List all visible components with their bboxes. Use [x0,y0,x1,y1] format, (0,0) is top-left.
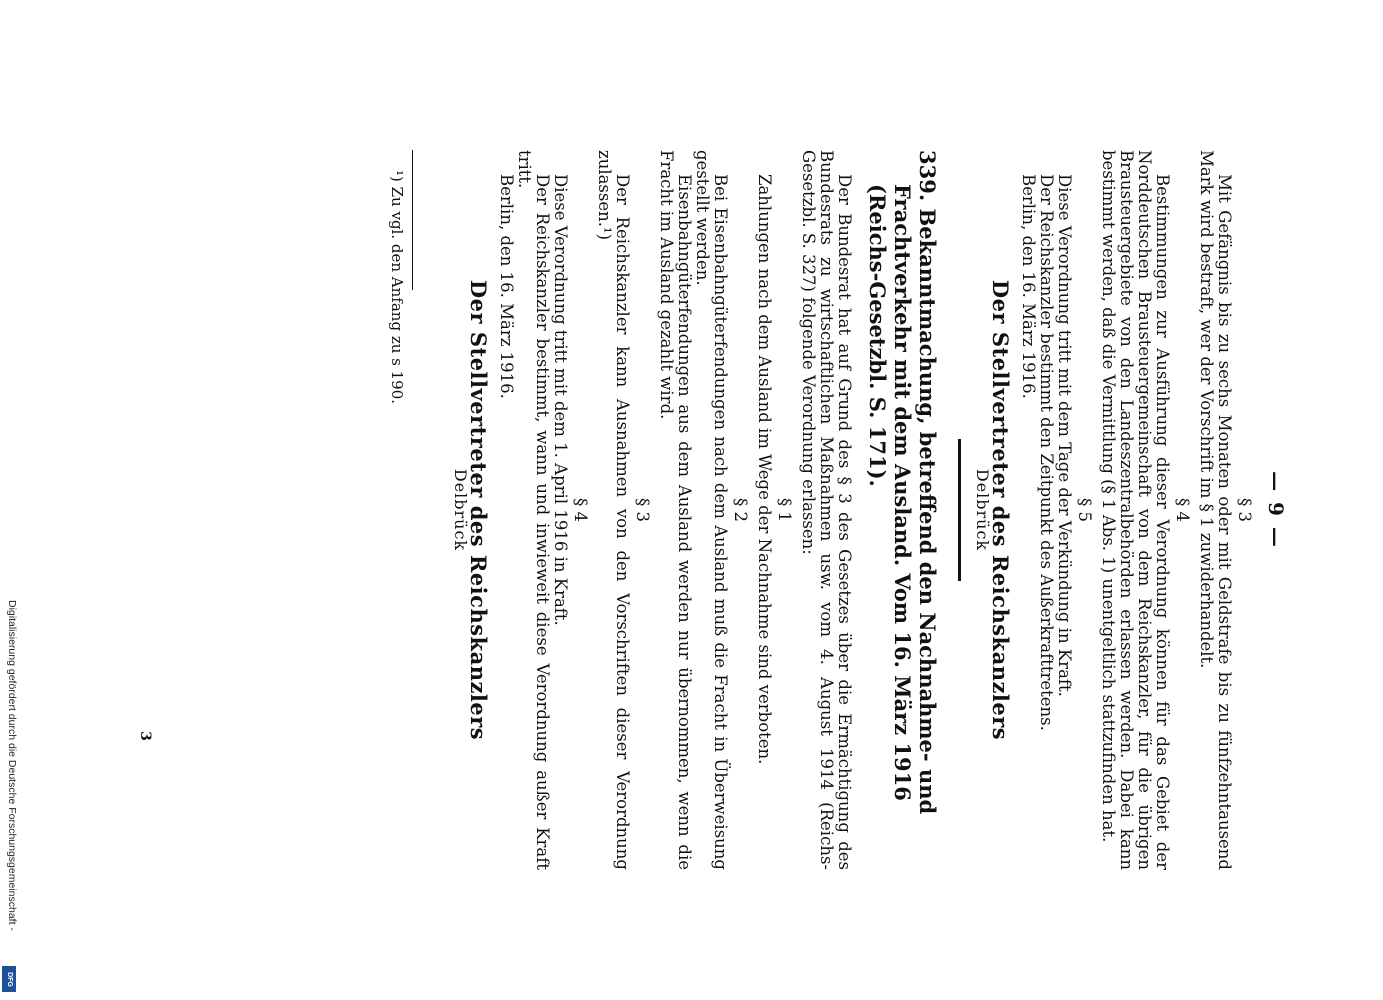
art-4-line-2: Der Reichskanzler bestimmt, wann und inwieweit diese Verordnung außer Kraft tritt. [515,150,552,870]
announcement-heading: 339. Bekanntmachung, betreffend den Nachnahme- und Frachtverkehr mit dem Ausland. Vom 16. März 1916 (Reichs-Gesetzbl. S. 171). [865,150,940,815]
art-2-text-2: Eisenbahngüterfendungen aus dem Ausland werden nur übernommen, wenn die Fracht im Ausland gezahlt wird. [657,150,694,870]
section-5-line-2: Der Reichskanzler bestimmt den Zeitpunkt des Außerkrafttretens. [1037,174,1056,731]
announcement-intro: Der Bundesrat hat auf Grund des § 3 des Gesetzes über die Ermächtigung des Bundesrats zu wirtschaftlichen Maßnahmen usw. vom 4. August 1914 (Reichs-Gesetzbl. S. 327) folgende Verordnung erlassen: [799,150,854,870]
sheet-number: 3 [136,731,153,741]
dfg-logo-label: DFG [5,971,13,987]
art-2-text-1: Bei Eisenbahngüterfendungen nach dem Ausland muß die Fracht in Überweisung gestellt werden. [693,150,730,870]
date-line-2: Berlin, den 16. März 1916. [497,174,516,399]
art-1-text: Zahlungen nach dem Ausland im Wege der Nachnahme sind verboten. [755,174,774,765]
separator-rule [958,439,961,581]
digitization-credit [0,600,20,1000]
art-3-text: Der Reichskanzler kann Ausnahmen von den Vorschriften dieser Verordnung zulassen.¹) [595,150,632,870]
signature-title-1: Der Stellvertreter des Reichskanzlers [988,279,1013,741]
art-1-title: § 1 [775,498,794,522]
section-5-line-1: Diese Verordnung tritt mit dem Tage der Verkündung in Kraft. [1055,174,1074,697]
date-line-1: Berlin, den 16. März 1916. [1019,174,1038,399]
signature-name-2: Delbrück [451,468,470,552]
signature-name-1: Delbrück [973,468,992,552]
page-number: — 9 — [1264,471,1288,549]
dfg-logo-icon [2,966,16,992]
section-3-title: § 3 [1235,498,1254,522]
signature-title-2: Der Stellvertreter des Reichskanzlers [466,279,491,741]
art-2-title: § 2 [731,498,750,522]
section-4-text: Bestimmungen zur Ausführung dieser Verordnung können für das Gebiet der Norddeutschen Brausteuergemeinschaft von dem Reichskanzler, für die übrigen Brausteuergebiete von den Landeszentralbehörden erlassen werden. Dabei kann bestimmt werden, daß die Vermittlung (§ 1 Abs. 1) unentgeltlich stattzufinden hat. [1099,150,1172,870]
section-4-title: § 4 [1173,498,1192,522]
footnote: ¹) Zu vgl. den Anfang zu s 190. [388,170,406,405]
section-5-title: § 5 [1075,498,1094,522]
art-4-title: § 4 [571,498,590,522]
footnote-rule [412,150,413,290]
credit-text: Digitalisierung gefördert durch die Deutsche Forschungsgemeinschaft - [6,600,18,931]
section-3-text: Mit Gefängnis bis zu sechs Monaten oder mit Geldstrafe bis zu fünfzehntausend Mark wird bestraft, wer der Vorschrift im § 1 zuwiderhandelt. [1197,150,1234,870]
art-3-title: § 3 [633,498,652,522]
art-4-line-1: Diese Verordnung tritt mit dem 1. April 1916 in Kraft. [551,174,570,626]
